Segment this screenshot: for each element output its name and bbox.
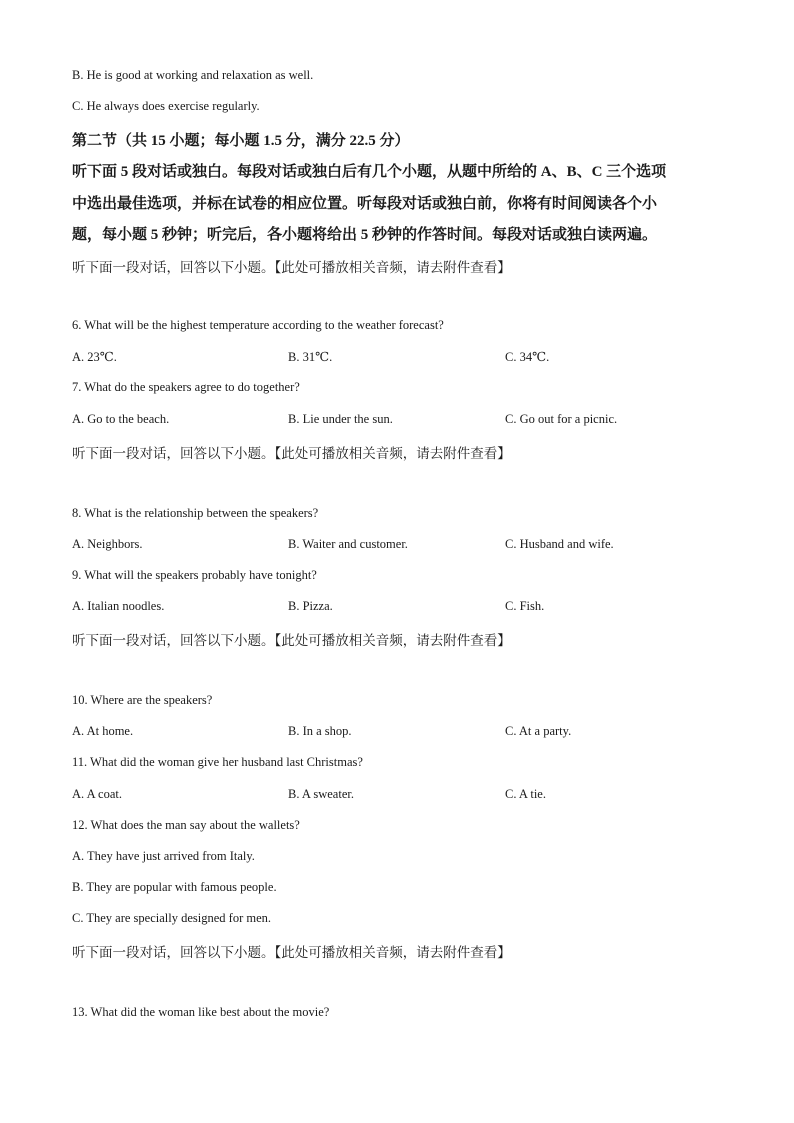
q6-option-b: B. 31℃. [288,350,333,364]
q10-option-c: C. At a party. [505,724,572,738]
q11-option-a: A. A coat. [72,787,122,801]
q12-option-c: C. They are specially designed for men. [72,911,272,925]
q7-stem: 7. What do the speakers agree to do together? [72,380,300,394]
q13-stem: 13. What did the woman like best about the movie? [72,1005,330,1019]
q9-option-b: B. Pizza. [288,599,333,613]
q6-option-a: A. 23℃. [72,350,117,364]
q10-option-a: A. At home. [72,724,134,738]
audio-note-4: 听下面一段对话，回答以下小题。【此处可播放相关音频，请去附件查看】 [72,945,511,960]
q10-stem: 10. Where are the speakers? [72,693,213,707]
q12-stem: 12. What does the man say about the wallets? [72,818,300,832]
section-title: 第二节（共 15 小题；每小题 1.5 分，满分 22.5 分） [72,133,410,149]
q8-option-c: C. Husband and wife. [505,537,614,551]
q12-option-b: B. They are popular with famous people. [72,880,277,894]
q12-option-a: A. They have just arrived from Italy. [72,849,255,863]
q9-option-a: A. Italian noodles. [72,599,165,613]
section-instruction-2: 中选出最佳选项，并标在试卷的相应位置。听每段对话或独白前，你将有时间阅读各个小 [72,196,658,212]
section-instruction-3: 题，每小题 5 秒钟；听完后，各小题将给出 5 秒钟的作答时间。每段对话或独白读两遍。 [72,227,658,243]
q8-option-a: A. Neighbors. [72,537,143,551]
section-instruction-1: 听下面 5 段对话或独白。每段对话或独白后有几个小题，从题中所给的 A、B、C 三个选项 [72,164,667,180]
prev-option-c: C. He always does exercise regularly. [72,99,260,113]
q9-option-c: C. Fish. [505,599,545,613]
audio-note-2: 听下面一段对话，回答以下小题。【此处可播放相关音频，请去附件查看】 [72,446,511,461]
q7-option-b: B. Lie under the sun. [288,412,393,426]
q8-option-b: B. Waiter and customer. [288,537,408,551]
q8-stem: 8. What is the relationship between the speakers? [72,506,319,520]
q6-stem: 6. What will be the highest temperature according to the weather forecast? [72,318,444,332]
q11-option-b: B. A sweater. [288,787,354,801]
prev-option-b: B. He is good at working and relaxation as well. [72,68,314,82]
q7-option-a: A. Go to the beach. [72,412,170,426]
audio-note-3: 听下面一段对话，回答以下小题。【此处可播放相关音频，请去附件查看】 [72,633,511,648]
q9-stem: 9. What will the speakers probably have tonight? [72,568,317,582]
audio-note-1: 听下面一段对话，回答以下小题。【此处可播放相关音频，请去附件查看】 [72,260,511,275]
q7-option-c: C. Go out for a picnic. [505,412,618,426]
q10-option-b: B. In a shop. [288,724,352,738]
q6-option-c: C. 34℃. [505,350,550,364]
q11-option-c: C. A tie. [505,787,546,801]
q11-stem: 11. What did the woman give her husband last Christmas? [72,755,363,769]
